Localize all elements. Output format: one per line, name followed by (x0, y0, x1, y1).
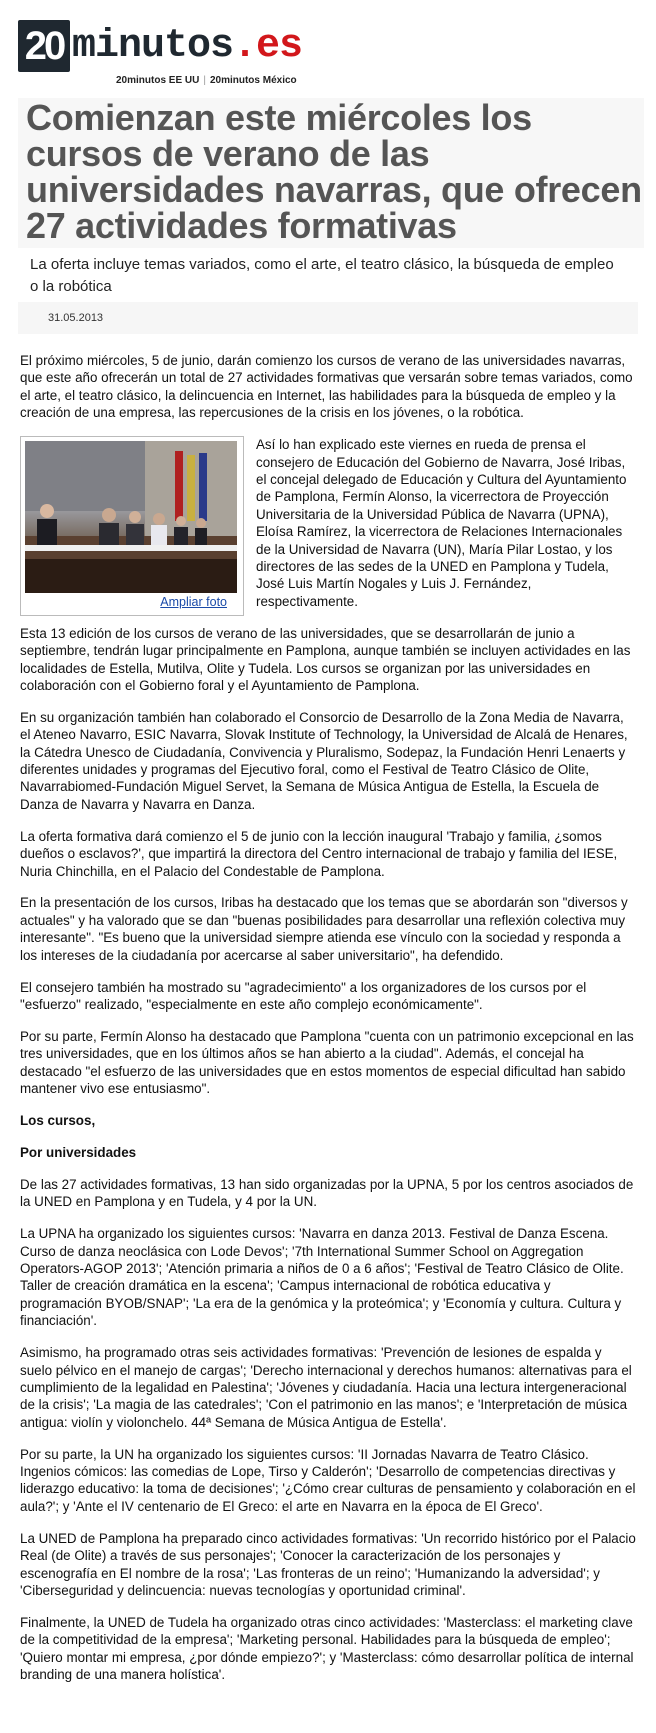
logo-word: minutos (72, 23, 234, 69)
site-logo[interactable] (18, 20, 302, 72)
paragraph: Finalmente, la UNED de Tudela ha organizado otras cinco actividades: 'Masterclass: el marketing clave de la competitividad de la empresa'; 'Marketing personal. Habilidades para la búsqueda de empleo'; 'Quiero montar mi empresa, ¿por dónde empiezo?'; y 'Masterclass: cómo desarrollar política de internal branding de una manera holística'. (20, 1614, 634, 1683)
paragraph: El consejero también ha mostrado su "agradecimiento" a los organizadores de los cursos por el "esfuerzo" realizado, "especialmente en este año complejo económicamente". (20, 979, 587, 1012)
paragraph: De las 27 actividades formativas, 13 han sido organizadas por la UPNA, 5 por los centros asociados de la UNED en Pamplona y en Tudela, y 4 por la UN. (20, 1176, 634, 1210)
logo-tld: .es (233, 23, 303, 69)
paragraph: Asimismo, ha programado otras seis actividades formativas: 'Prevención de lesiones de espalda y suelo pélvico en el manejo de cargas'; 'Derecho internacional y derechos humanos: alternativas para el cumplimiento de la legalidad en Palestina'; 'Jóvenes y ciudadanía. Hacia una lectura intergeneracional de la crisis'; 'La magia de las catedrales'; 'Con el patrimonio en las manos'; e 'Interpretación de música antigua: violín y violonchelo. 44ª Semana de Música Antigua de Estella'. (20, 1345, 632, 1430)
dateline-band (18, 302, 638, 334)
edition-link-mexico[interactable]: 20minutos México (209, 75, 297, 86)
section-heading: Los cursos, (20, 1113, 96, 1129)
headline-band (18, 98, 644, 248)
press-conference-photo[interactable] (25, 441, 237, 593)
article-body (20, 352, 636, 1698)
paragraph: En la presentación de los cursos, Iribas ha destacado que los temas que se abordarán son "diversos y actuales" y ha valorado que se dan "buenas posibilidades para desarrollar una reflexión colectiva muy interesante". "Es bueno que la universidad siempre atienda ese vínculo con la sociedad y responda a los intereses de la ciudadanía por acercarse al saber universitario", ha defendido. (20, 895, 628, 963)
section-heading: Por universidades (20, 1144, 137, 1160)
editions-links (116, 75, 297, 86)
article-photo-box (20, 436, 244, 616)
paragraph: Por su parte, la UN ha organizado los siguientes cursos: 'II Jornadas Navarra de Teatro Clásico. Ingenios cómicos: las comedias de Lope, Tirso y Calderón'; 'Desarrollo de competencias directivas y liderazgo educativo: la toma de decisiones'; '¿Cómo crear culturas de pensamiento y colaboración en el aula?'; y 'Ante el IV centenario de El Greco: el arte en Navarra en la época de El Greco'. (20, 1446, 636, 1514)
photo-illustration (25, 441, 237, 593)
article-headline: Comienzan este miércoles los cursos de verano de las universidades navarras, que ofrecen 27 actividades formativas (26, 97, 642, 246)
paragraph: La UNED de Pamplona ha preparado cinco actividades formativas: 'Un recorrido histórico por el Palacio Real (de Olite) a través de sus personajes'; 'Conocer la caracterización de los personajes y escenografía en El nombre de la rosa'; 'Las fronteras de un reino'; 'Humanizando la adversidad'; y 'Ciberseguridad y delincuencia: nuevas tecnologías y oportunidad criminal'. (20, 1530, 636, 1598)
paragraph: Por su parte, Fermín Alonso ha destacado que Pamplona "cuenta con un patrimonio excepcional en las tres universidades, que en los últimos años se han abierto a la ciudad". Además, el concejal ha destacado "el esfuerzo de las universidades que en estos momentos de especial dificultad han sabido mantener vivo ese entusiasmo". (20, 1028, 634, 1097)
paragraph: En su organización también han colaborado el Consorcio de Desarrollo de la Zona Media de Navarra, el Ateneo Navarro, ESIC Navarra, Slovak Institute of Technology, la Universidad de Alcalá de Henares, la Cátedra Unesco de Ciudadanía, Convivencia y Pluralismo, Sodepaz, la Fundación Henri Lenaerts y diferentes unidades y programas del Ejecutivo foral, como el Festival de Teatro Clásico de Olite, Navarrabiomed-Fundación Miguel Servet, la Semana de Música Antigua de Estella, la Escuela de Danza de Navarra y Navarra en Danza. (20, 709, 628, 812)
enlarge-photo-link[interactable]: Ampliar foto (160, 594, 227, 609)
article-date: 31.05.2013 (48, 312, 104, 324)
site-header (0, 0, 656, 98)
edition-separator: | (203, 75, 206, 86)
logo-number: 20 (18, 20, 70, 72)
paragraph: Así lo han explicado este viernes en rueda de prensa el consejero de Educación del Gobierno de Navarra, José Iribas, el concejal delegado de Educación y Cultura del Ayuntamiento de Pamplona, Fermín Alonso, la vicerrectora de Proyección Universitaria de la Universidad Pública de Navarra (UPNA), Eloísa Ramírez, la vicerrectora de Relaciones Internacionales de la Universidad de Navarra (UN), María Pilar Lostao, y los directores de las sedes de la UNED en Pamplona y Tudela, José Luis Martín Nogales y Luis J. Fernández, respectivamente. (256, 437, 627, 609)
paragraph: Esta 13 edición de los cursos de verano de las universidades, que se desarrollarán de junio a septiembre, tendrán lugar principalmente en Pamplona, aunque también se incluyen actividades en las localidades de Estella, Mutilva, Olite y Tudela. Los cursos se organizan por las universidades en colaboración con el Gobierno foral y el Ayuntamiento de Pamplona. (20, 625, 631, 693)
paragraph: La oferta formativa dará comienzo el 5 de junio con la lección inaugural 'Trabajo y familia, ¿somos dueños o esclavos?', que impartirá la directora del Centro internacional de trabajo y familia del IESE, Nuria Chinchilla, en el Palacio del Condestable de Pamplona. (20, 828, 618, 879)
edition-link-eeuu[interactable]: 20minutos EE UU (116, 75, 200, 86)
article-subhead: La oferta incluye temas variados, como el arte, el teatro clásico, la búsqueda de empleo o la robótica (30, 256, 614, 295)
paragraph: La UPNA ha organizado los siguientes cursos: 'Navarra en danza 2013. Festival de Danza Escena. Curso de danza neoclásica con Lode Devos'; '7th International Summer School on Aggregation Operators-AGOP 2013'; 'Atención primaria a niños de 0 a 6 años'; 'Festival de Teatro Clásico de Olite. Taller de creación dramática en la escena'; 'Campus internacional de robótica educativa y programación BYOB/SNAP'; 'La era de la genómica y la proteómica'; y 'Economía y cultura. Cultura y financiación'. (20, 1226, 624, 1329)
paragraph: El próximo miércoles, 5 de junio, darán comienzo los cursos de verano de las universidades navarras, que este año ofrecerán un total de 27 actividades formativas que versarán sobre temas variados, como el arte, el teatro clásico, la delincuencia en Internet, las habilidades para la búsqueda de empleo y la creación de una empresa, las repercusiones de la crisis en los jóvenes, o la robótica. (20, 353, 633, 421)
